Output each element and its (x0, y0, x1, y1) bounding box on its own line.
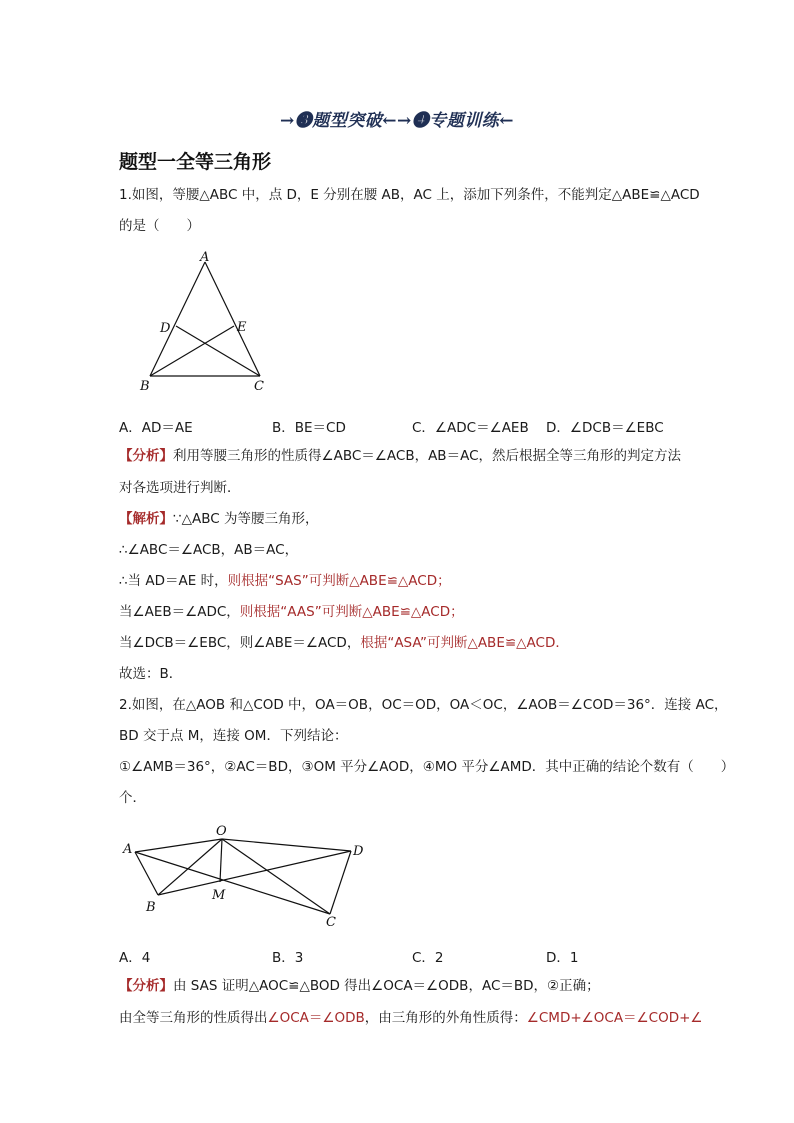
q1-analysis-tag: 【分析】 (119, 448, 173, 464)
q2-analysis-text-1a: 由 SAS 证明△AOC≌△BOD 得出 (173, 978, 372, 994)
q2-stem-line-1: 2.如图，在△AOB 和△COD 中，OA＝OB，OC＝OD，OA＜OC，∠AOB＝∠COD＝36°．连接 AC， (119, 697, 728, 713)
q2-stem-line-3: ①∠AMB＝36°，②AC＝BD，③OM 平分∠AOD，④MO 平分∠AMD．其中正确的结论个数有（ ） (119, 759, 735, 775)
q1-analysis-line-1 (119, 446, 681, 466)
q1-solution-line-4 (119, 602, 464, 622)
q2-segment-ac (135, 852, 330, 914)
q1-solution-text-5a: 当∠DCB＝∠EBC，则∠ABE＝∠ACD， (119, 635, 361, 651)
q1-option-a: A．AD＝AE (119, 420, 193, 436)
section-banner: →❸题型突破←→❹专题训练← (280, 111, 514, 131)
q1-label-b: B (140, 379, 150, 394)
q1-solution-line-5 (119, 633, 569, 653)
q2-analysis-text-2d: ∠CMD+∠OCA＝∠COD+∠ (526, 1010, 703, 1026)
q2-option-a: A．4 (119, 950, 151, 966)
q2-segment-od (222, 839, 351, 851)
q1-answer: 故选：B． (119, 666, 183, 682)
q2-label-a: A (123, 842, 133, 857)
q2-segment-dc (330, 851, 351, 914)
q2-option-b: B．3 (272, 950, 304, 966)
q2-option-c: C．2 (412, 950, 444, 966)
q2-segment-bd (158, 851, 351, 895)
q1-solution-line-1 (119, 509, 318, 529)
q2-geometry-figure (115, 818, 375, 928)
q2-analysis-line-1 (119, 976, 600, 996)
q2-analysis-text-2b: ∠OCA＝∠ODB (267, 1010, 365, 1026)
q1-analysis-text-1: 利用等腰三角形的性质得∠ABC＝∠ACB，AB＝AC，然后根据全等三角形的判定方法 (173, 448, 681, 464)
q1-option-c: C．∠ADC＝∠AEB (412, 420, 529, 436)
q1-label-c: C (254, 379, 264, 394)
q2-stem-line-2: BD 交于点 M，连接 OM．下列结论： (119, 728, 348, 744)
q2-analysis-line-2 (119, 1008, 703, 1028)
q1-solution-text-3a: ∴当 AD＝AE 时， (119, 573, 228, 589)
q2-label-d: D (353, 844, 364, 859)
q2-label-b: B (146, 900, 156, 915)
q1-option-b: B．BE＝CD (272, 420, 346, 436)
q1-label-d: D (160, 321, 171, 336)
q2-label-m: M (212, 888, 226, 903)
q1-stem-line-2: 的是（ ） (119, 218, 200, 234)
q1-solution-text-5b: 根据“ASA”可判断△ABE≌△ACD． (360, 635, 569, 651)
q1-analysis-line-2: 对各选项进行判断． (119, 480, 241, 496)
q1-solution-text-3b: 则根据“SAS”可判断△ABE≌△ACD； (227, 573, 451, 589)
q1-segment-ab (150, 262, 205, 376)
q1-solution-line-3 (119, 571, 451, 591)
q1-solution-line-2: ∴∠ABC＝∠ACB，AB＝AC， (119, 542, 299, 558)
q1-label-a: A (200, 250, 210, 265)
q2-option-d: D．1 (546, 950, 579, 966)
q2-analysis-tag: 【分析】 (119, 978, 173, 994)
q2-analysis-text-2c: ，由三角形的外角性质得： (364, 1010, 527, 1026)
q2-analysis-text-1b: ∠OCA＝∠ODB，AC＝BD，②正确； (371, 978, 600, 994)
section-title: 题型一全等三角形 (119, 151, 272, 173)
q2-segment-om (220, 839, 222, 882)
q1-stem-line-1: 1.如图，等腰△ABC 中，点 D，E 分别在腰 AB，AC 上，添加下列条件，不能判定△ABE≌△ACD (119, 187, 700, 203)
q2-label-o: O (216, 824, 227, 839)
q1-solution-text-1: ∵△ABC 为等腰三角形， (173, 511, 319, 527)
q1-solution-text-4b: 则根据“AAS”可判断△ABE≌△ACD； (239, 604, 464, 620)
q1-solution-text-4a: 当∠AEB＝∠ADC， (119, 604, 240, 620)
q1-label-e: E (237, 320, 247, 335)
q2-label-c: C (326, 915, 336, 928)
q1-option-d: D．∠DCB＝∠EBC (546, 420, 664, 436)
q2-stem-line-4: 个． (119, 790, 146, 806)
q1-segment-ac (205, 262, 260, 376)
q2-analysis-text-2a: 由全等三角形的性质得出 (119, 1010, 268, 1026)
q1-solution-tag: 【解析】 (119, 511, 173, 527)
q1-triangle-figure (130, 248, 280, 398)
